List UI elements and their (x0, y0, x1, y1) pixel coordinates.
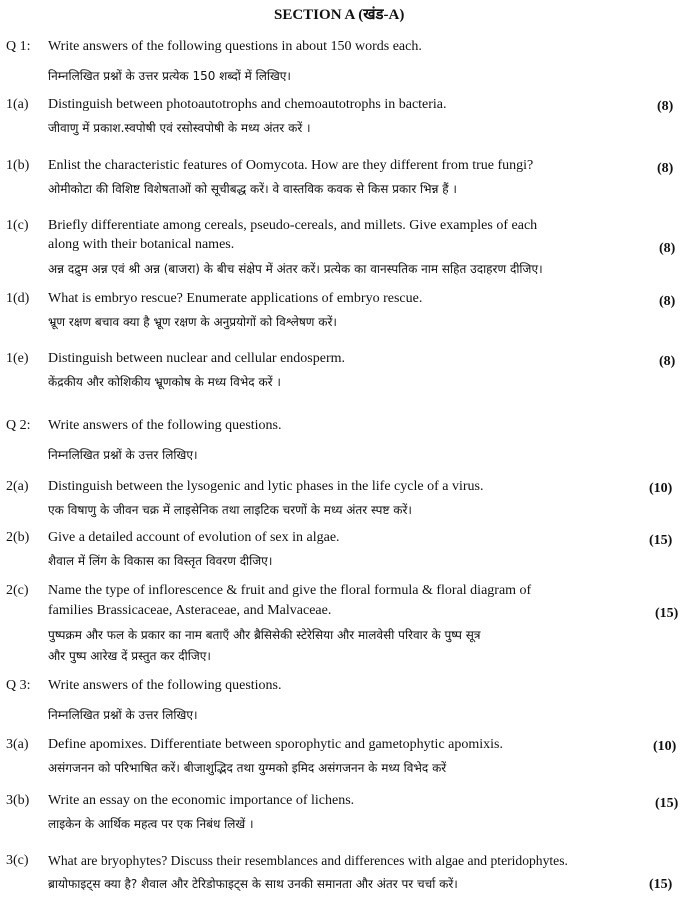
q1-instruction-en: Write answers of the following questions in about 150 words each. (48, 39, 422, 54)
q3b-number: 3(b) (6, 793, 30, 808)
q3c-number: 3(c) (6, 853, 29, 868)
q1a-text-en: Distinguish between photoautotrophs and chemoautotrophs in bacteria. (48, 97, 447, 112)
q2c-text-hi-line1: पुष्पक्रम और फल के प्रकार का नाम बताएँ और ब्रैसिसेकी स्टेरेसिया और मालवेसी परिवार के पुष्प सूत्र (48, 628, 481, 642)
q1b-text-en: Enlist the characteristic features of Oomycota. How are they different from true fungi? (48, 158, 534, 173)
q3c-text-en: What are bryophytes? Discuss their resemblances and differences with algae and pteridophytes. (48, 853, 568, 868)
q1c-text-en-line1: Briefly differentiate among cereals, pseudo-cereals, and millets. Give examples of each (48, 218, 538, 233)
q3c-text-hi: ब्रायोफाइट्स क्या है? शैवाल और टेरिडोफाइट्स के साथ उनकी समानता और अंतर पर चर्चा करें। (48, 877, 458, 891)
q1a-number: 1(a) (6, 97, 29, 112)
q1d-marks: (8) (659, 294, 676, 309)
q1-instruction-hi: निम्नलिखित प्रश्नों के उत्तर प्रत्येक 150 शब्दों में लिखिए। (48, 69, 291, 83)
q2b-number: 2(b) (6, 530, 30, 545)
q3a-text-hi: असंगजनन को परिभाषित करें। बीजाशुद्भिद तथा युग्मको इमिद असंगजनन के मध्य विभेद करें (48, 761, 447, 775)
q1c-marks: (8) (659, 241, 676, 256)
q1a-marks: (8) (657, 99, 674, 114)
q1d-text-en: What is embryo rescue? Enumerate applications of embryo rescue. (48, 291, 423, 306)
q2a-number: 2(a) (6, 479, 29, 494)
q1b-text-hi: ओमीकोटा की विशिष्ट विशेषताओं को सूचीबद्ध करें। वे वास्तविक कवक से किस प्रकार भिन्न हैं । (48, 182, 457, 196)
q1b-number: 1(b) (6, 158, 30, 173)
q1e-number: 1(e) (6, 351, 29, 366)
q1-label: Q 1: (6, 39, 31, 54)
q3a-text-en: Define apomixes. Differentiate between sporophytic and gametophytic apomixis. (48, 737, 503, 752)
q2b-text-hi: शैवाल में लिंग के विकास का विस्तृत विवरण दीजिए। (48, 554, 273, 568)
q1c-text-hi: अन्न दद्रुम अन्न एवं श्री अन्न (बाजरा) के बीच संक्षेप में अंतर करें। प्रत्येक का वानस्पतिक नाम सहित उदाहरण दीजिए। (48, 262, 543, 276)
q2a-marks: (10) (649, 481, 673, 496)
q2-label: Q 2: (6, 418, 31, 433)
q1c-number: 1(c) (6, 218, 29, 233)
q1d-text-hi: भ्रूण रक्षण बचाव क्या है भ्रूण रक्षण के अनुप्रयोगों को विश्लेषण करें। (48, 315, 337, 329)
q3a-number: 3(a) (6, 737, 29, 752)
q3c-marks: (15) (649, 877, 673, 892)
q1c-text-en-line2: along with their botanical names. (48, 237, 235, 252)
q1b-marks: (8) (657, 161, 674, 176)
q2c-number: 2(c) (6, 583, 29, 598)
q2c-text-hi-line2: और पुष्प आरेख दें प्रस्तुत कर दीजिए। (48, 649, 211, 663)
q2a-text-hi: एक विषाणु के जीवन चक्र में लाइसेनिक तथा लाइटिक चरणों के मध्य अंतर स्पष्ट करें। (48, 503, 412, 517)
q3-label: Q 3: (6, 678, 31, 693)
q1e-text-hi: केंद्रकीय और कोशिकीय भ्रूणकोष के मध्य विभेद करें । (48, 375, 281, 389)
q2b-text-en: Give a detailed account of evolution of sex in algae. (48, 530, 340, 545)
q1e-text-en: Distinguish between nuclear and cellular endosperm. (48, 351, 346, 366)
q3b-text-en: Write an essay on the economic importance of lichens. (48, 793, 355, 808)
q2b-marks: (15) (649, 533, 673, 548)
q3a-marks: (10) (653, 739, 677, 754)
q3b-marks: (15) (655, 796, 679, 811)
section-title: SECTION A (खंड-A) (274, 7, 405, 23)
q2c-text-en-line1: Name the type of inflorescence & fruit and give the floral formula & floral diagram of (48, 583, 532, 598)
q3b-text-hi: लाइकेन के आर्थिक महत्व पर एक निबंध लिखें । (48, 817, 254, 831)
q2-instruction-hi: निम्नलिखित प्रश्नों के उत्तर लिखिए। (48, 448, 198, 462)
q1e-marks: (8) (659, 354, 676, 369)
q1d-number: 1(d) (6, 291, 30, 306)
q3-instruction-en: Write answers of the following questions. (48, 678, 282, 693)
q2c-text-en-line2: families Brassicaceae, Asteraceae, and Malvaceae. (48, 603, 332, 618)
q3-instruction-hi: निम्नलिखित प्रश्नों के उत्तर लिखिए। (48, 708, 198, 722)
q2-instruction-en: Write answers of the following questions. (48, 418, 282, 433)
q2a-text-en: Distinguish between the lysogenic and lytic phases in the life cycle of a virus. (48, 479, 484, 494)
q2c-marks: (15) (655, 606, 679, 621)
q1a-text-hi: जीवाणु में प्रकाश.स्वपोषी एवं रसोस्वपोषी के मध्य अंतर करें । (48, 121, 311, 135)
